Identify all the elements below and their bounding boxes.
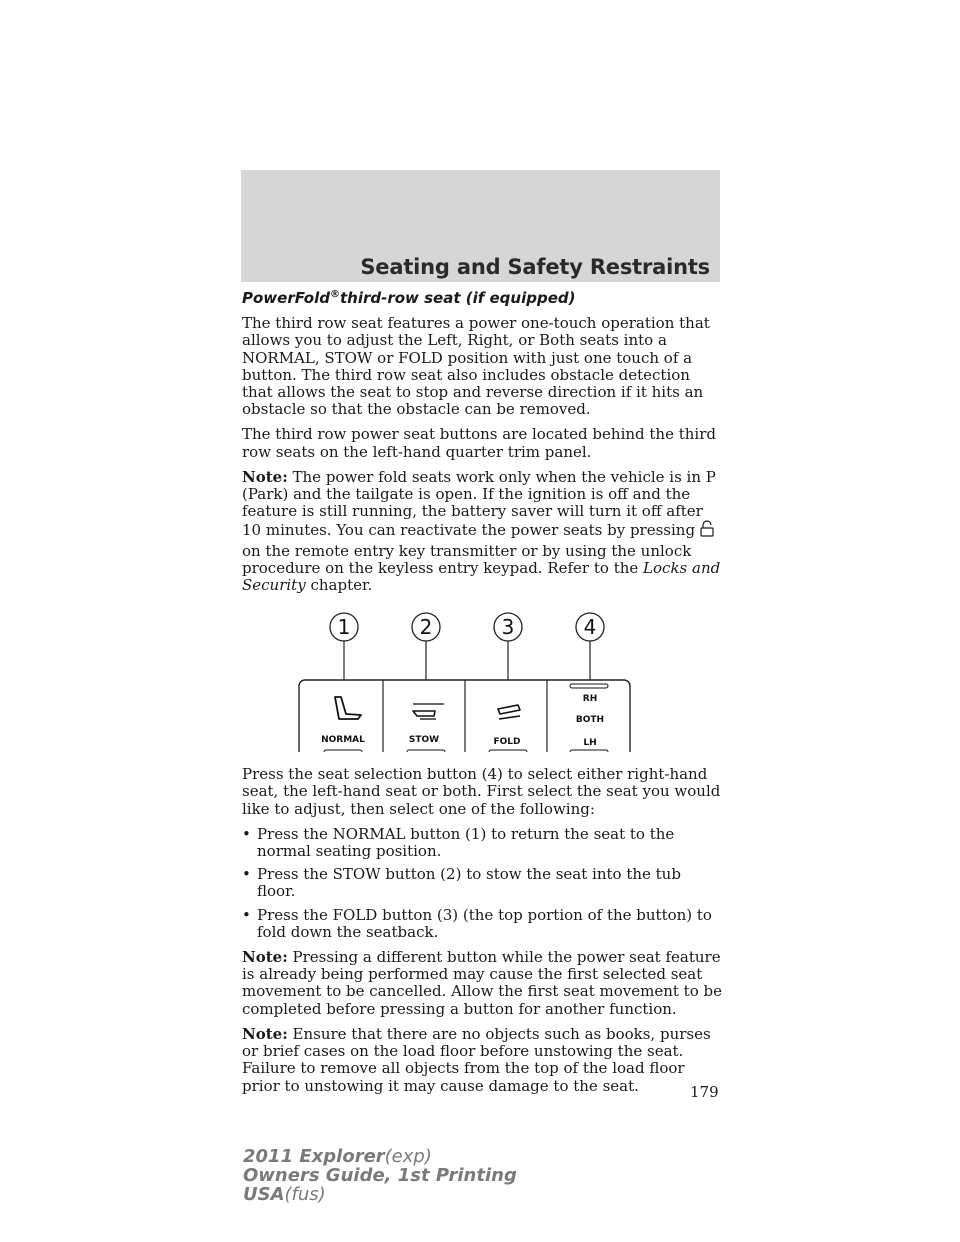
list-item-text: Press the STOW button (2) to stow the seat into the tub floor. — [257, 865, 681, 901]
note-text-b: on the remote entry key transmitter or by using the unlock procedure on the keyless entry keypad. Refer to the — [242, 541, 692, 577]
bullet-glyph: • — [242, 865, 251, 884]
paragraph-selection: Press the seat selection button (4) to select either right-hand seat, the left-hand seat or both. First select the seat you would like to adjust, then select one of the following: — [242, 765, 721, 818]
instruction-list — [242, 826, 722, 941]
note-label: Note: — [242, 948, 288, 967]
rh-label: RH — [582, 694, 598, 705]
callout-1 — [330, 613, 358, 680]
chapter-header-band — [241, 170, 720, 282]
note-label: Note: — [242, 467, 288, 486]
footer-line-2: Owners Guide, 1st Printing — [243, 1165, 517, 1186]
callout-2 — [412, 613, 440, 680]
normal-label: NORMAL — [321, 735, 365, 746]
callout-2-number: 2 — [419, 615, 433, 640]
note-text-a: The power fold seats work only when the vehicle is in P (Park) and the tailgate is open. If the ignition is off and the feature is still running, the battery saver will turn it off after 10 minutes. You can reactivate the power seats by pressing — [242, 467, 716, 540]
callout-4 — [576, 613, 604, 680]
callout-3 — [494, 613, 522, 680]
note-text: Ensure that there are no objects such as books, purses or brief cases on the load floor before unstowing the seat. Failure to remove all objects from the top of the load floor prior to unstowing it may cause damage to the seat. — [242, 1024, 711, 1095]
note-interrupt — [242, 949, 722, 1018]
seat-control-panel-figure — [242, 602, 722, 752]
paragraph-intro: The third row seat features a power one-touch operation that allows you to adjust the Left, Right, or Both seats into a NORMAL, STOW or FOLD position with just one touch of a button. The third row seat also includes obstacle detection that allows the seat to stop and reverse direction if it hits an obstacle so that the obstacle can be removed. — [242, 314, 710, 419]
footer-line-1: 2011 Explorer(exp) — [243, 1146, 432, 1167]
page-content — [242, 286, 722, 1103]
footer-line-3: USA(fus) — [243, 1184, 326, 1205]
section-heading — [242, 286, 722, 307]
callout-3-number: 3 — [501, 615, 515, 640]
both-label: BOTH — [575, 715, 605, 726]
registered-mark: ® — [330, 289, 340, 300]
chapter-reference: Locks and Security — [242, 558, 721, 595]
callout-1-number: 1 — [337, 615, 351, 640]
list-item — [242, 907, 722, 941]
lh-label: LH — [583, 738, 597, 749]
paragraph-location: The third row power seat buttons are located behind the third row seats on the left-hand quarter trim panel. — [242, 425, 716, 461]
chapter-title: Seating and Safety Restraints — [360, 255, 710, 279]
heading-text: third-row seat (if equipped) — [340, 289, 576, 307]
fold-label: FOLD — [493, 737, 521, 748]
note-text-c: chapter. — [310, 576, 373, 595]
note-text: Pressing a different button while the power seat feature is already being performed may cause the first selected seat movement to be cancelled. Allow the first seat movement to be completed before pressing a button for another function. — [242, 948, 722, 1018]
stow-label: STOW — [408, 735, 440, 746]
unlock-key-icon — [698, 520, 716, 542]
bullet-glyph: • — [242, 824, 251, 843]
page-number: 179 — [690, 1083, 719, 1101]
list-item — [242, 826, 722, 860]
heading-brand: PowerFold — [242, 289, 330, 307]
note-label: Note: — [242, 1024, 288, 1043]
list-item-text: Press the FOLD button (3) (the top portion of the button) to fold down the seatback. — [257, 905, 712, 941]
list-item — [242, 866, 722, 900]
print-footer — [243, 1147, 517, 1204]
list-item-text: Press the NORMAL button (1) to return the seat to the normal seating position. — [257, 824, 675, 861]
note-load-floor — [242, 1026, 722, 1095]
note-battery-saver — [242, 469, 722, 594]
bullet-glyph: • — [242, 905, 251, 924]
callout-4-number: 4 — [583, 615, 597, 640]
